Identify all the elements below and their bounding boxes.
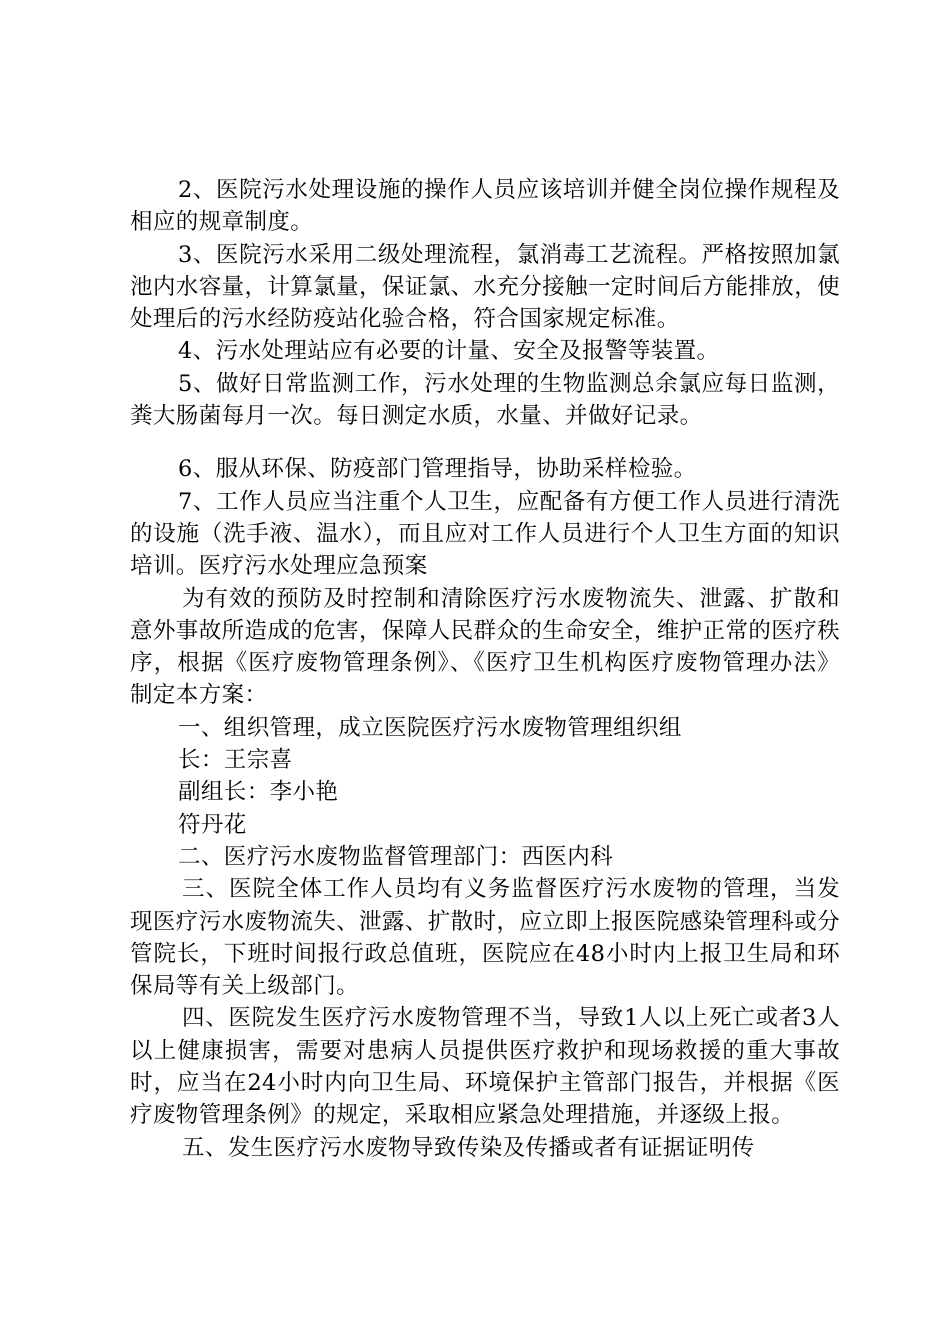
paragraph-member: 符丹花 [178, 811, 247, 838]
paragraph-section-5: 五、发生医疗污水废物导致传染及传播或者有证据证明传 [182, 1134, 755, 1161]
paragraph-item-5: 5、做好日常监测工作，污水处理的生物监测总余氯应每日监测，粪大肠菌每月一次。每日测定水质，水量、并做好记录。 [130, 370, 840, 430]
paragraph-leader: 长：王宗喜 [178, 747, 293, 774]
document-body [130, 174, 840, 1164]
paragraph-item-2: 2、医院污水处理设施的操作人员应该培训并健全岗位操作规程及相应的规章制度。 [130, 177, 840, 236]
paragraph-item-3: 3、医院污水采用二级处理流程，氯消毒工艺流程。严格按照加氯池内水容量，计算氯量，保证氯、水充分接触一定时间后方能排放，使处理后的污水经防疫站化验合格，符合国家规定标准。 [130, 241, 840, 333]
paragraph-item-4: 4、污水处理站应有必要的计量、安全及报警等装置。 [178, 338, 720, 365]
paragraph-section-3: 三、医院全体工作人员均有义务监督医疗污水废物的管理，当发现医疗污水废物流失、泄露、扩散时，应立即上报医院感染管理科或分管院长，下班时间报行政总值班，医院应在48小时内上报卫生局和环保局等有关上级部门。 [130, 876, 840, 1000]
paragraph-item-6: 6、服从环保、防疫部门管理指导，协助采样检验。 [178, 456, 697, 483]
paragraph-gap [130, 432, 840, 453]
paragraph-item-7: 7、工作人员应当注重个人卫生，应配备有方便工作人员进行清洗的设施（洗手液、温水），而且应对工作人员进行个人卫生方面的知识培训。医疗污水处理应急预案 [130, 488, 840, 580]
paragraph-deputy-leader: 副组长：李小艳 [178, 779, 339, 806]
paragraph-intro: 为有效的预防及时控制和清除医疗污水废物流失、泄露、扩散和意外事故所造成的危害，保障人民群众的生命安全，维护正常的医疗秩序，根据《医疗废物管理条例》、《医疗卫生机构医疗废物管理办法》制定本方案： [130, 585, 840, 709]
paragraph-organization: 一、组织管理，成立医院医疗污水废物管理组织组 [178, 714, 682, 741]
paragraph-section-4: 四、医院发生医疗污水废物管理不当，导致1人以上死亡或者3人以上健康损害，需要对患病人员提供医疗救护和现场救援的重大事故时，应当在24小时内向卫生局、环境保护主管部门报告，并根据《医疗废物管理条例》的规定，采取相应紧急处理措施，并逐级上报。 [130, 1005, 840, 1129]
paragraph-department: 二、医疗污水废物监督管理部门：西医内科 [178, 843, 614, 870]
